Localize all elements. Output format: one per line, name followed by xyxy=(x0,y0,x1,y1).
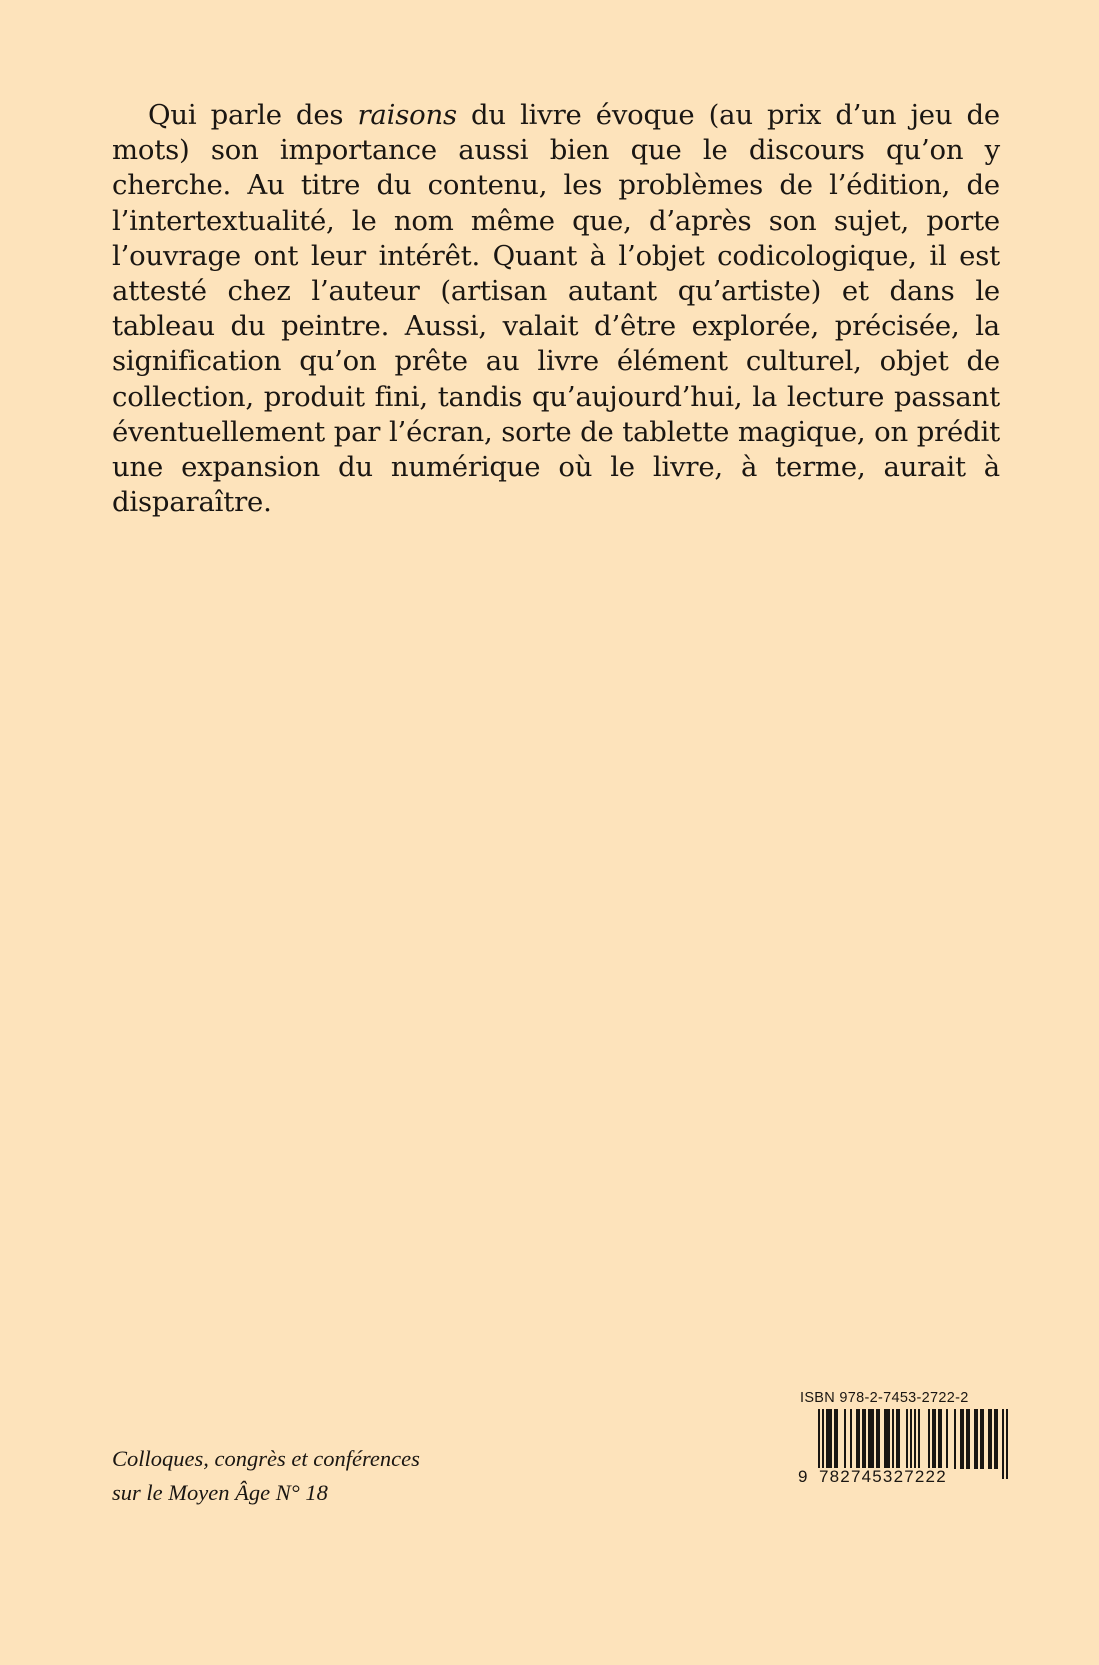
barcode-bar xyxy=(898,1409,900,1469)
barcode-bar xyxy=(928,1409,930,1469)
barcode-bar xyxy=(826,1409,828,1469)
barcode-bar xyxy=(966,1409,968,1469)
barcode-bar xyxy=(858,1409,860,1469)
barcode-bar xyxy=(844,1409,846,1469)
barcode-bar xyxy=(850,1409,852,1469)
barcode-bar xyxy=(934,1409,936,1469)
barcode-bar xyxy=(954,1409,956,1469)
isbn-barcode-block xyxy=(798,1390,1008,1486)
barcode-bar xyxy=(896,1409,898,1469)
barcode-bar xyxy=(988,1409,990,1469)
barcode-bar xyxy=(836,1409,838,1469)
barcode-bar xyxy=(864,1409,866,1469)
barcode-bar xyxy=(888,1409,890,1469)
barcode-bar xyxy=(856,1409,858,1469)
barcode-rest-digits: 782745327222 xyxy=(819,1467,947,1486)
barcode-bar xyxy=(1002,1409,1004,1479)
barcode-bar xyxy=(980,1409,982,1469)
barcode-bar xyxy=(982,1409,984,1469)
barcode-bar xyxy=(990,1409,992,1469)
barcode-bar xyxy=(940,1409,942,1469)
barcode-bar xyxy=(878,1409,880,1469)
barcode-bar xyxy=(884,1409,886,1469)
barcode-bar xyxy=(918,1409,920,1469)
series-line-1: Colloques, congrès et conférences xyxy=(112,1446,420,1471)
barcode-bar xyxy=(892,1409,894,1469)
barcode-bar xyxy=(946,1409,948,1469)
barcode-bar xyxy=(1006,1409,1008,1479)
isbn-label: ISBN 978-2-7453-2722-2 xyxy=(800,1390,969,1406)
barcode-bar xyxy=(932,1409,934,1469)
back-cover-blurb xyxy=(112,98,1000,520)
series-title xyxy=(112,1442,420,1510)
barcode-bar xyxy=(876,1409,878,1469)
barcode-bar xyxy=(968,1409,970,1469)
barcode-bar xyxy=(828,1409,830,1469)
barcode-bar xyxy=(872,1409,874,1469)
series-line-2: sur le Moyen Âge N° 18 xyxy=(112,1480,328,1505)
barcode-bar xyxy=(974,1409,976,1469)
barcode-bar xyxy=(938,1409,940,1469)
barcode-bar xyxy=(862,1409,864,1469)
barcode-bar xyxy=(996,1409,998,1469)
barcode-bar xyxy=(960,1409,962,1469)
barcode-bar xyxy=(906,1409,908,1469)
barcode-bar xyxy=(886,1409,888,1469)
blurb-text-rest: du livre évoque (au prix d’un jeu de mots) son importance aussi bien que le discours qu’on y cherche. Au titre du contenu, les problèmes de l’édition, de l’intertextualité, le nom même que, d’après son sujet, porte l’ouvrage ont leur intérêt. Quant à l’objet codicologique, il est attesté chez l’auteur (artisan autant qu’artiste) et dans le tableau du peintre. Aussi, valait d’être explorée, précisée, la signification qu’on prête au livre élément culturel, objet de collection, produit fini, tandis qu’aujourd’hui, la lecture passant éventuellement par l’écran, sorte de tablette magique, on prédit une expansion du numérique où le livre, à terme, aurait à disparaître. xyxy=(112,99,1000,519)
barcode-bar xyxy=(870,1409,872,1469)
barcode-bar xyxy=(976,1409,978,1469)
barcode-bar xyxy=(834,1409,836,1469)
blurb-text-start: Qui parle des xyxy=(148,99,358,131)
barcode-bar xyxy=(994,1409,996,1469)
barcode-bar xyxy=(830,1409,832,1469)
blurb-italic-word: raisons xyxy=(357,99,457,131)
barcode-bar xyxy=(868,1409,870,1469)
barcode-bar xyxy=(962,1409,964,1469)
barcode-first-digit: 9 xyxy=(798,1467,809,1486)
